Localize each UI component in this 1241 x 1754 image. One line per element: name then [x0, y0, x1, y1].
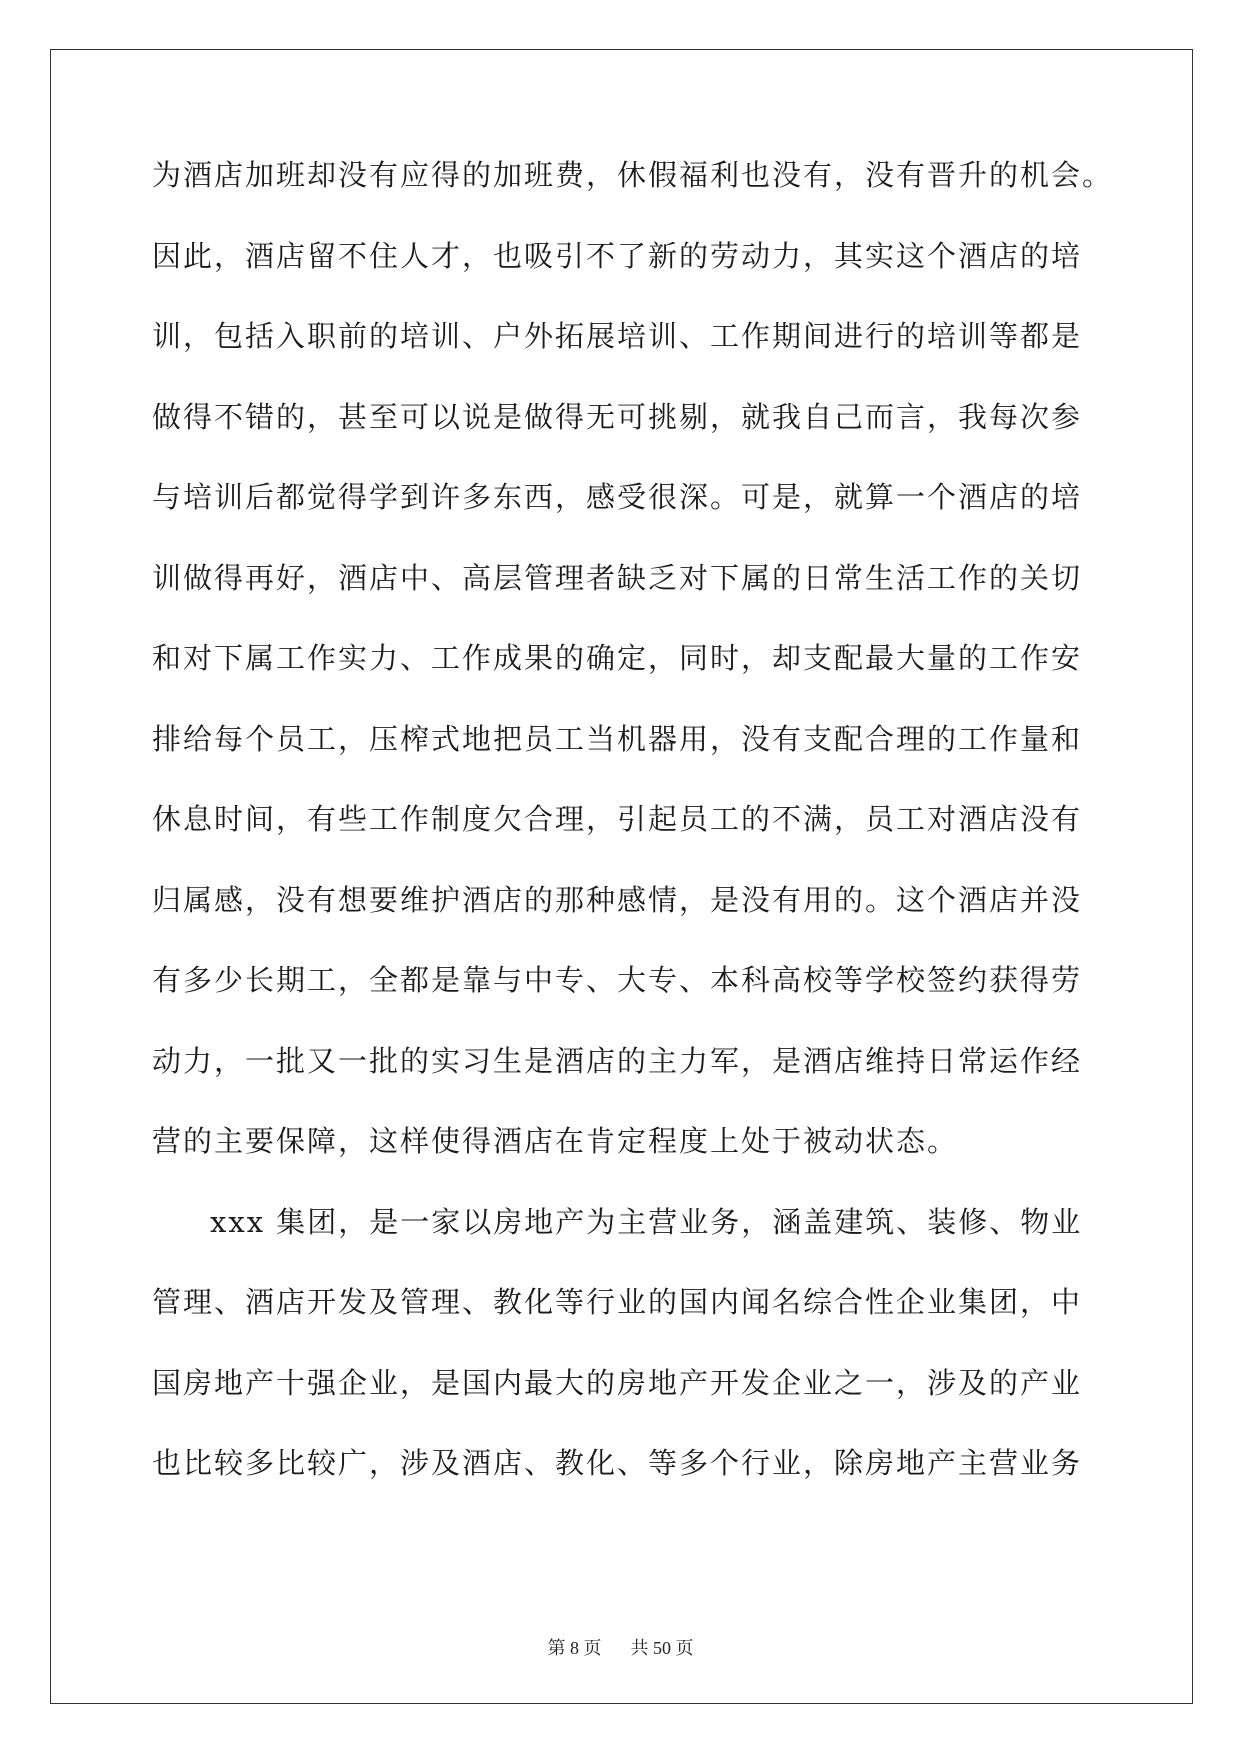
text-line: 国房地产十强企业，是国内最大的房地产开发企业之一，涉及的产业	[152, 1365, 1083, 1400]
text-line: 训，包括入职前的培训、户外拓展培训、工作期间进行的培训等都是	[152, 319, 1083, 353]
text-line: 也比较多比较广，涉及酒店、教化、等多个行业，除房地产主营业务	[152, 1446, 1083, 1480]
text-line: 因此，酒店留不住人才，也吸引不了新的劳动力，其实这个酒店的培	[152, 238, 1083, 273]
text-line: 为酒店加班却没有应得的加班费，休假福利也没有，没有晋升的机会。	[152, 158, 1114, 192]
paragraph-start-line: xxx 集团，是一家以房地产为主营业务，涵盖建筑、装修、物业	[210, 1204, 1083, 1239]
page-number: 第 8 页	[547, 1638, 602, 1658]
text-line: 做得不错的，甚至可以说是做得无可挑剔，就我自己而言，我每次参	[152, 399, 1083, 434]
page-total: 共 50 页	[630, 1638, 694, 1658]
text-line: 训做得再好，酒店中、高层管理者缺乏对下属的日常生活工作的关切	[152, 560, 1083, 595]
text-line: 归属感，没有想要维护酒店的那种感情，是没有用的。这个酒店并没	[152, 882, 1083, 917]
text-line: 营的主要保障，这样使得酒店在肯定程度上处于被动状态。	[152, 1124, 959, 1158]
text-line: 有多少长期工，全都是靠与中专、大专、本科高校等学校签约获得劳	[152, 963, 1083, 997]
document-body	[152, 155, 1114, 1524]
text-line: 管理、酒店开发及管理、教化等行业的国内闻名综合性企业集团，中	[152, 1285, 1083, 1319]
page-footer	[0, 1634, 1241, 1660]
text-line: 动力，一批又一批的实习生是酒店的主力军，是酒店维持日常运作经	[152, 1043, 1083, 1078]
text-line: 与培训后都觉得学到许多东西，感受很深。可是，就算一个酒店的培	[152, 480, 1083, 514]
text-line: 和对下属工作实力、工作成果的确定，同时，却支配最大量的工作安	[152, 641, 1083, 675]
text-line: 休息时间，有些工作制度欠合理，引起员工的不满，员工对酒店没有	[152, 802, 1083, 836]
text-line: 排给每个员工，压榨式地把员工当机器用，没有支配合理的工作量和	[152, 721, 1083, 756]
